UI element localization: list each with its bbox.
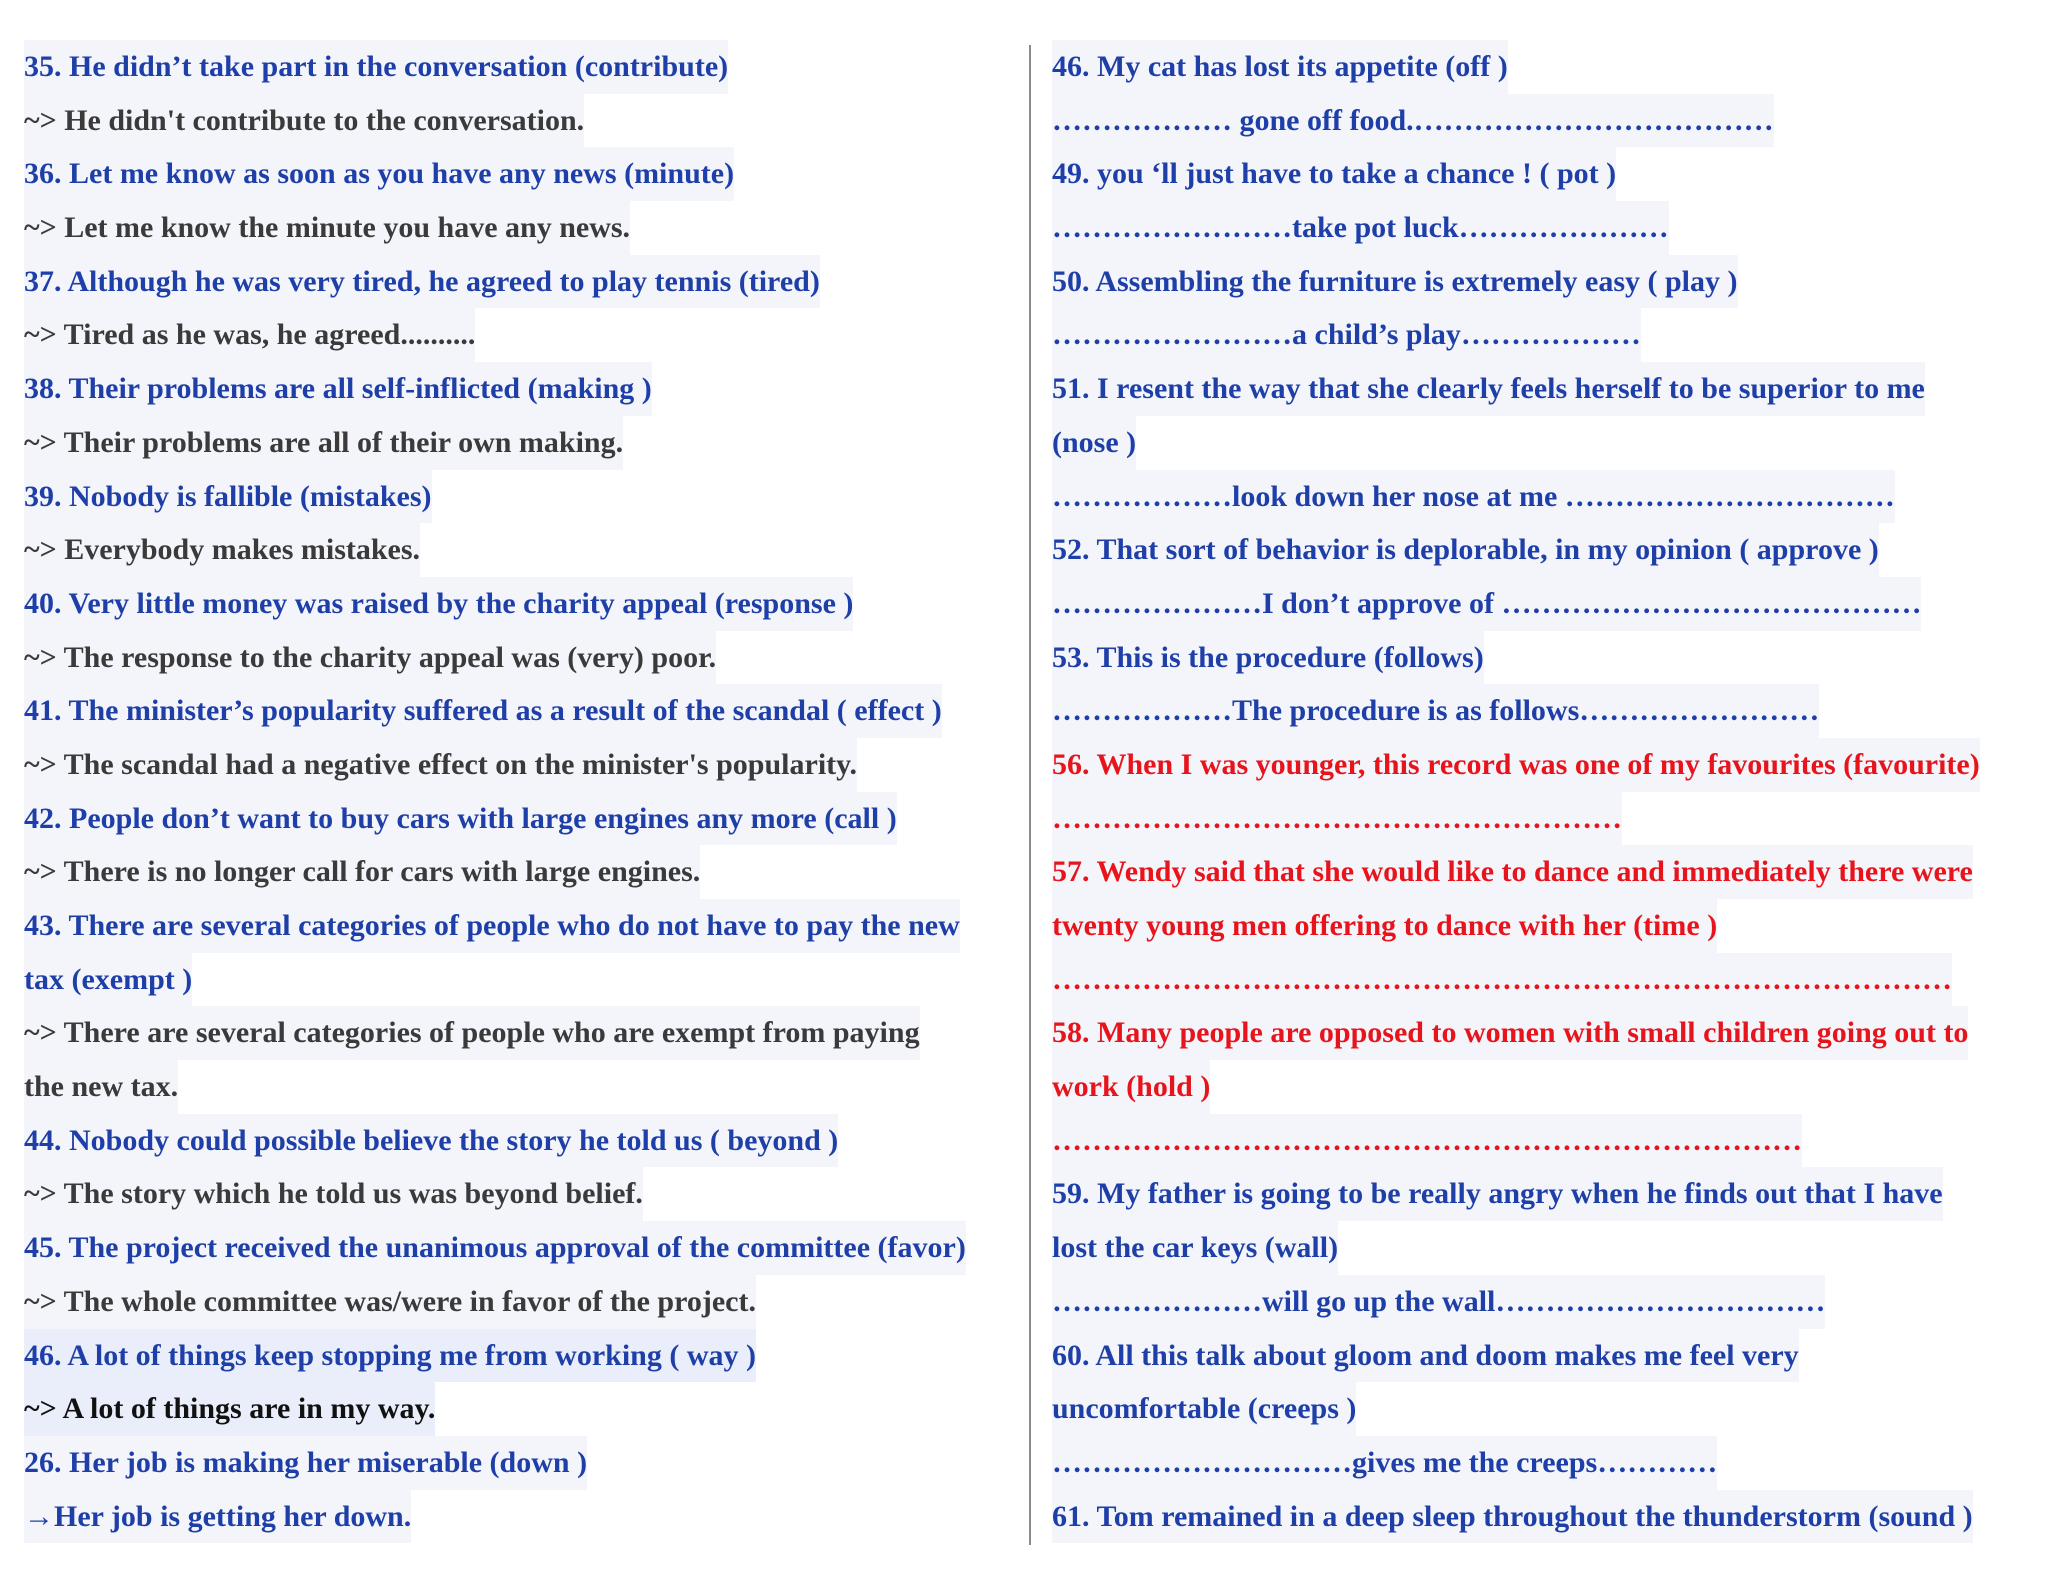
worksheet-line xyxy=(24,631,1014,685)
worksheet-line xyxy=(24,953,1014,1007)
worksheet-line xyxy=(24,470,1014,524)
question-text: 60. All this talk about gloom and doom makes me feel very xyxy=(1052,1329,1799,1383)
worksheet-line xyxy=(1052,308,2027,362)
question-text: 46. My cat has lost its appetite (off ) xyxy=(1052,40,1508,94)
worksheet-line xyxy=(1052,1490,2027,1544)
worksheet-line xyxy=(24,1275,1014,1329)
question-text: ……………………take pot luck………………… xyxy=(1052,201,1669,255)
worksheet-line xyxy=(24,201,1014,255)
worksheet-line xyxy=(1052,1006,2027,1060)
question-text: 57. Wendy said that she would like to dance and immediately there were xyxy=(1052,845,1973,899)
worksheet-line xyxy=(1052,1221,2027,1275)
worksheet-line xyxy=(24,684,1014,738)
question-text: ……………… gone off food.……………………………… xyxy=(1052,94,1774,148)
worksheet-line xyxy=(24,523,1014,577)
question-text: uncomfortable (creeps ) xyxy=(1052,1382,1356,1436)
worksheet-line xyxy=(24,94,1014,148)
question-text: 59. My father is going to be really angry when he finds out that I have xyxy=(1052,1167,1943,1221)
worksheet-line xyxy=(24,1221,1014,1275)
question-text: tax (exempt ) xyxy=(24,953,192,1007)
worksheet-line xyxy=(24,362,1014,416)
answer-text: ~> There are several categories of people who are exempt from paying xyxy=(24,1006,920,1060)
answer-text: ~> Their problems are all of their own making. xyxy=(24,416,623,470)
question-text: 49. you ‘ll just have to take a chance ! ( pot ) xyxy=(1052,147,1616,201)
question-text: 40. Very little money was raised by the charity appeal (response ) xyxy=(24,577,853,631)
worksheet-line xyxy=(1052,470,2027,524)
answer-text: ~> The whole committee was/were in favor of the project. xyxy=(24,1275,756,1329)
question-text: 35. He didn’t take part in the conversation (contribute) xyxy=(24,40,728,94)
worksheet-line xyxy=(24,1006,1014,1060)
worksheet-line xyxy=(1052,147,2027,201)
question-text: 52. That sort of behavior is deplorable, in my opinion ( approve ) xyxy=(1052,523,1879,577)
worksheet-line xyxy=(1052,1167,2027,1221)
question-text: 39. Nobody is fallible (mistakes) xyxy=(24,470,432,524)
question-text: 43. There are several categories of people who do not have to pay the new xyxy=(24,899,960,953)
question-text: (nose ) xyxy=(1052,416,1136,470)
worksheet-line xyxy=(1052,201,2027,255)
column-divider xyxy=(1029,45,1031,1545)
answer-text: ~> There is no longer call for cars with large engines. xyxy=(24,845,700,899)
right-column xyxy=(1052,40,2027,1543)
question-text: 56. When I was younger, this record was one of my favourites (favourite) xyxy=(1052,738,1980,792)
question-text: 44. Nobody could possible believe the story he told us ( beyond ) xyxy=(24,1114,838,1168)
worksheet-line xyxy=(24,845,1014,899)
question-text: lost the car keys (wall) xyxy=(1052,1221,1338,1275)
worksheet-line xyxy=(24,577,1014,631)
worksheet-line xyxy=(1052,1275,2027,1329)
question-text: 37. Although he was very tired, he agreed to play tennis (tired) xyxy=(24,255,820,309)
worksheet-line xyxy=(24,899,1014,953)
worksheet-line xyxy=(1052,577,2027,631)
worksheet-line xyxy=(24,1436,1014,1490)
question-text: ………………look down her nose at me …………………………… xyxy=(1052,470,1895,524)
worksheet-line xyxy=(24,40,1014,94)
worksheet-line xyxy=(1052,899,2027,953)
question-text: ………………The procedure is as follows…………………… xyxy=(1052,684,1819,738)
question-text: 51. I resent the way that she clearly feels herself to be superior to me xyxy=(1052,362,1925,416)
question-text: …………………I don’t approve of …………………………………… xyxy=(1052,577,1921,631)
worksheet-line xyxy=(24,255,1014,309)
question-text: …………………………gives me the creeps………… xyxy=(1052,1436,1717,1490)
answer-text: ~> A lot of things are in my way. xyxy=(24,1382,435,1436)
answer-text: ~> The response to the charity appeal was (very) poor. xyxy=(24,631,716,685)
question-text: work (hold ) xyxy=(1052,1060,1210,1114)
worksheet-line xyxy=(1052,416,2027,470)
question-text: …………………will go up the wall…………………………… xyxy=(1052,1275,1825,1329)
question-text: twenty young men offering to dance with her (time ) xyxy=(1052,899,1717,953)
worksheet-line xyxy=(24,1329,1014,1383)
question-text: ……………………a child’s play……………… xyxy=(1052,308,1641,362)
left-column xyxy=(24,40,1014,1543)
question-text: 61. Tom remained in a deep sleep throughout the thunderstorm (sound ) xyxy=(1052,1490,1973,1544)
worksheet-line xyxy=(1052,631,2027,685)
worksheet-line xyxy=(24,1382,1014,1436)
worksheet-line xyxy=(1052,523,2027,577)
worksheet-line xyxy=(24,308,1014,362)
question-text: ……………………………………………………………………………… xyxy=(1052,953,1952,1007)
answer-text: ~> He didn't contribute to the conversation. xyxy=(24,94,584,148)
worksheet-line xyxy=(1052,684,2027,738)
worksheet-line xyxy=(24,1114,1014,1168)
worksheet-line xyxy=(1052,738,2027,792)
worksheet-line xyxy=(1052,1382,2027,1436)
worksheet-line xyxy=(24,147,1014,201)
question-text: 45. The project received the unanimous approval of the committee (favor) xyxy=(24,1221,966,1275)
worksheet-line xyxy=(24,1060,1014,1114)
question-text: 38. Their problems are all self-inflicted (making ) xyxy=(24,362,652,416)
question-text: 42. People don’t want to buy cars with large engines any more (call ) xyxy=(24,792,897,846)
worksheet-line xyxy=(24,738,1014,792)
question-text: 53. This is the procedure (follows) xyxy=(1052,631,1484,685)
question-text: ………………………………………………… xyxy=(1052,792,1622,846)
worksheet-line xyxy=(1052,94,2027,148)
answer-text: ~> Everybody makes mistakes. xyxy=(24,523,420,577)
question-text: 36. Let me know as soon as you have any news (minute) xyxy=(24,147,734,201)
answer-text: ~> Let me know the minute you have any news. xyxy=(24,201,630,255)
question-text: ………………………………………………………………… xyxy=(1052,1114,1802,1168)
worksheet-line xyxy=(24,792,1014,846)
answer-text: ~> The story which he told us was beyond belief. xyxy=(24,1167,643,1221)
answer-text: ~> Tired as he was, he agreed.......... xyxy=(24,308,475,362)
question-text: 46. A lot of things keep stopping me from working ( way ) xyxy=(24,1329,756,1383)
worksheet-line xyxy=(1052,1114,2027,1168)
worksheet-line xyxy=(1052,845,2027,899)
answer-text: the new tax. xyxy=(24,1060,178,1114)
worksheet-line xyxy=(1052,255,2027,309)
worksheet-line xyxy=(24,416,1014,470)
question-text: 41. The minister’s popularity suffered as a result of the scandal ( effect ) xyxy=(24,684,942,738)
worksheet-line xyxy=(1052,792,2027,846)
question-text: 50. Assembling the furniture is extremely easy ( play ) xyxy=(1052,255,1738,309)
worksheet-line xyxy=(24,1490,1014,1544)
answer-text: ~> The scandal had a negative effect on the minister's popularity. xyxy=(24,738,857,792)
worksheet-line xyxy=(24,1167,1014,1221)
worksheet-line xyxy=(1052,953,2027,1007)
worksheet-line xyxy=(1052,362,2027,416)
question-text: →Her job is getting her down. xyxy=(24,1490,411,1544)
worksheet-line xyxy=(1052,1436,2027,1490)
question-text: 58. Many people are opposed to women with small children going out to xyxy=(1052,1006,1968,1060)
worksheet-line xyxy=(1052,40,2027,94)
question-text: 26. Her job is making her miserable (down ) xyxy=(24,1436,587,1490)
worksheet-line xyxy=(1052,1060,2027,1114)
worksheet-line xyxy=(1052,1329,2027,1383)
